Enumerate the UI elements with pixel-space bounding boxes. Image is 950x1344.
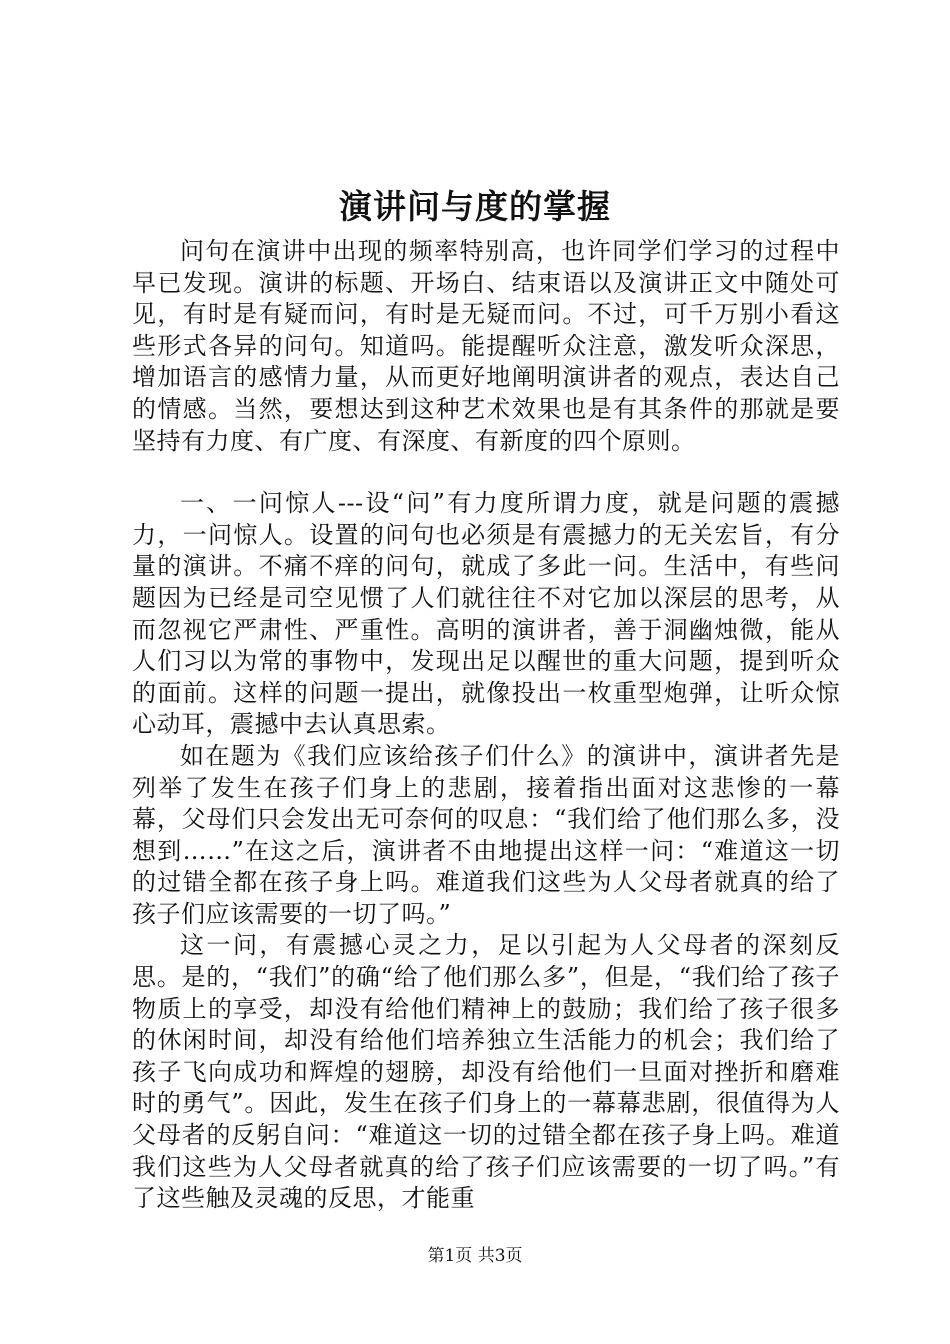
- document-title: 演讲问与度的掌握: [339, 187, 611, 226]
- document-body: [132, 236, 840, 1215]
- page-number-footer: 第1页 共3页: [427, 1246, 523, 1266]
- paragraph: 这一问，有震撼心灵之力，足以引起为人父母者的深刻反思。是的，“我们”的确“给了他们那么多”，但是，“我们给了孩子物质上的享受，却没有给他们精神上的鼓励；我们给了孩子很多的休闲时间，却没有给他们培养独立生活能力的机会；我们给了孩子飞向成功和辉煌的翅膀，却没有给他们一旦面对挫折和磨难时的勇气”。因此，发生在孩子们身上的一幕幕悲剧，很值得为人父母者的反躬自问：“难道这一切的过错全都在孩子身上吗。难道我们这些为人父母者就真的给了孩子们应该需要的一切了吗。”有了这些触及灵魂的反思，才能重: [132, 931, 840, 1213]
- paragraph: 如在题为《我们应该给孩子们什么》的演讲中，演讲者先是列举了发生在孩子们身上的悲剧，接着指出面对这悲惨的一幕幕，父母们只会发出无可奈何的叹息：“我们给了他们那么多，没想到……”在这之后，演讲者不由地提出这样一问：“难道这一切的过错全都在孩子身上吗。难道我们这些为人父母者就真的给了孩子们应该需要的一切了吗。”: [132, 741, 840, 928]
- paragraph: 一、一问惊人---设“问”有力度所谓力度，就是问题的震撼力，一问惊人。设置的问句也必须是有震撼力的无关宏旨，有分量的演讲。不痛不痒的问句，就成了多此一问。生活中，有些问题因为已经是司空见惯了人们就往往不对它加以深层的思考，从而忽视它严肃性、严重性。高明的演讲者，善于洞幽烛微，能从人们习以为常的事物中，发现出足以醒世的重大问题，提到听众的面前。这样的问题一提出，就像投出一枚重型炮弹，让听众惊心动耳，震撼中去认真思索。: [132, 489, 840, 739]
- paragraph: 问句在演讲中出现的频率特别高，也许同学们学习的过程中早已发现。演讲的标题、开场白、结束语以及演讲正文中随处可见，有时是有疑而问，有时是无疑而问。不过，可千万别小看这些形式各异的问句。知道吗。能提醒听众注意，激发听众深思，增加语言的感情力量，从而更好地阐明演讲者的观点，表达自己的情感。当然，要想达到这种艺术效果也是有其条件的那就是要坚持有力度、有广度、有深度、有新度的四个原则。: [132, 237, 840, 455]
